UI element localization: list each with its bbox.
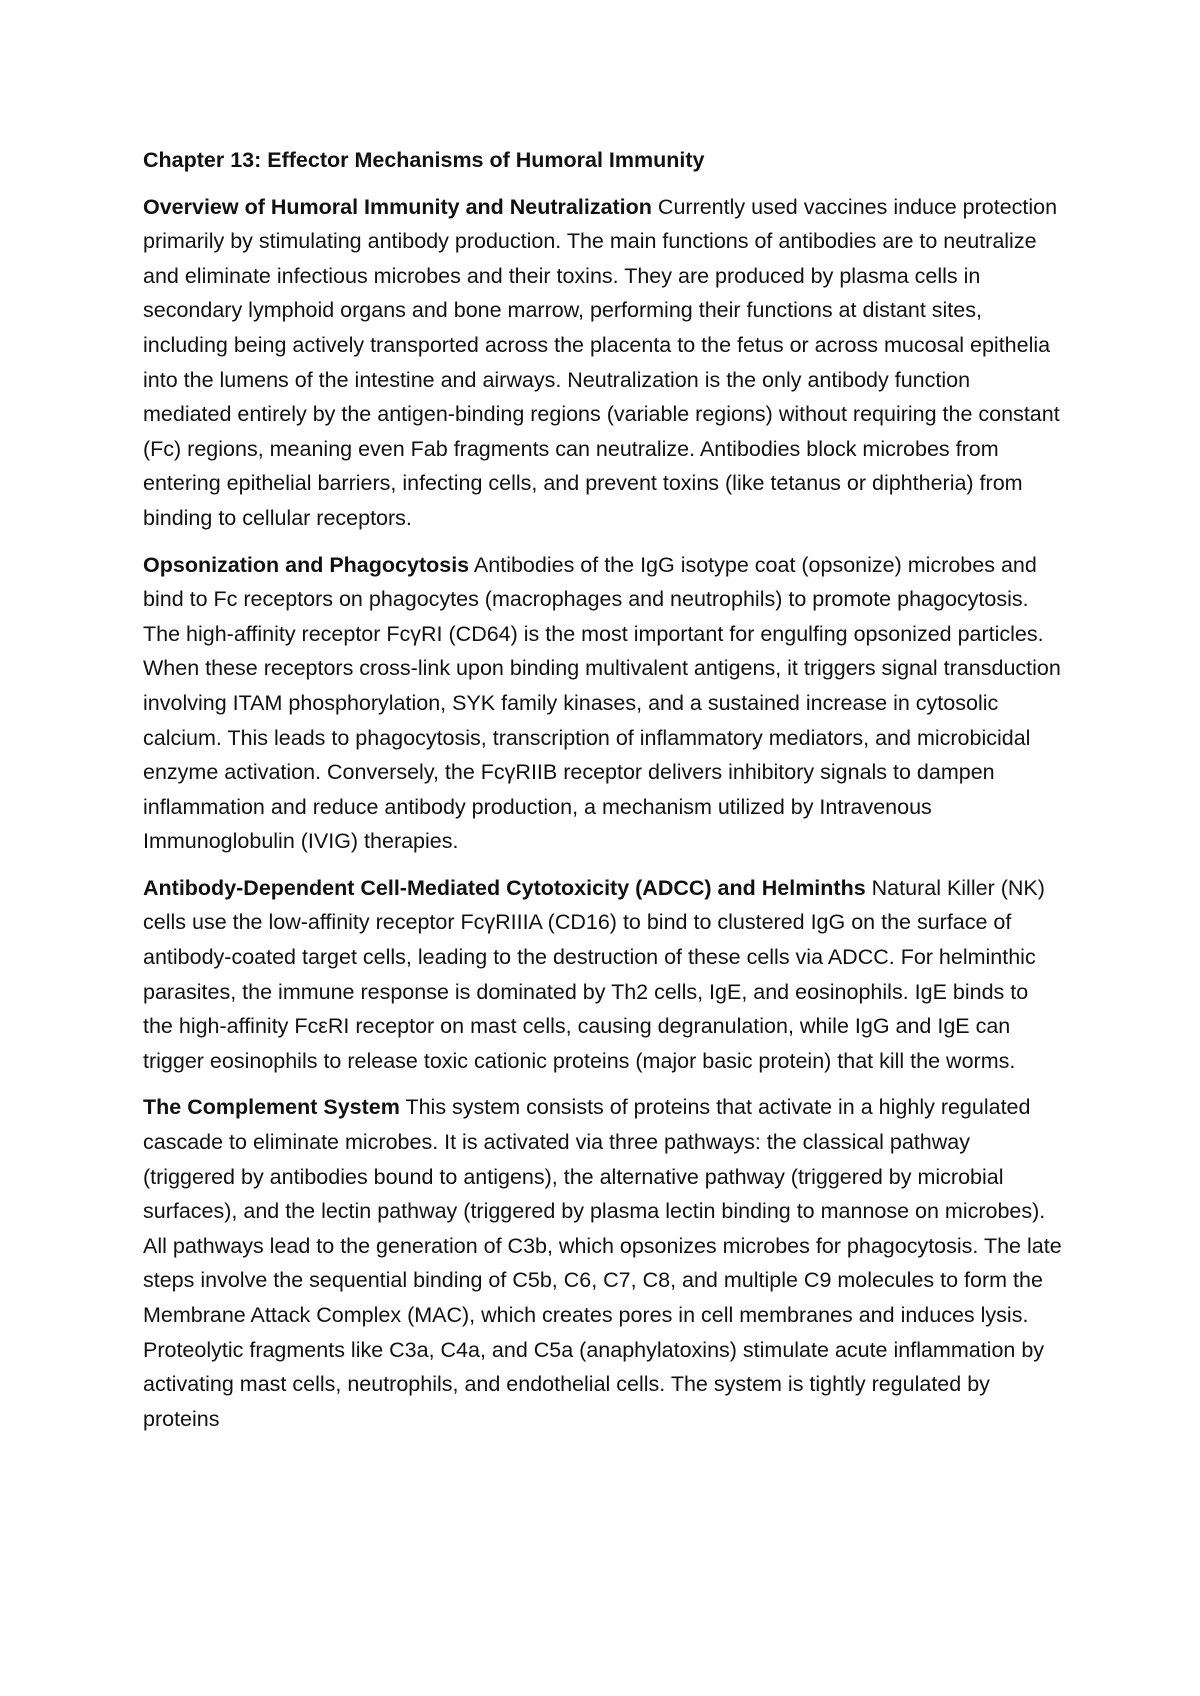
section-body: Currently used vaccines induce protection primarily by stimulating antibody production. The main functions of antibodies are to neutralize and eliminate infectious microbes and their toxins. They are produced by plasma cells in secondary lymphoid organs and bone marrow, performing their functions at distant sites, including being actively transported across the placenta to the fetus or across mucosal epithelia into the lumens of the intestine and airways. Neutralization is the only antibody function mediated entirely by the antigen-binding regions (variable regions) without requiring the constant (Fc) regions, meaning even Fab fragments can neutralize. Antibodies block microbes from entering epithelial barriers, infecting cells, and prevent toxins (like tetanus or diphtheria) from binding to cellular receptors. (143, 194, 1060, 530)
chapter-title: Chapter 13: Effector Mechanisms of Humoral Immunity (143, 148, 705, 172)
section-body: This system consists of proteins that activate in a highly regulated cascade to eliminate microbes. It is activated via three pathways: the classical pathway (triggered by antibodies bound to antigens), the alternative pathway (triggered by microbial surfaces), and the lectin pathway (triggered by plasma lectin binding to mannose on microbes). All pathways lead to the generation of C3b, which opsonizes microbes for phagocytosis. The late steps involve the sequential binding of C5b, C6, C7, C8, and multiple C9 molecules to form the Membrane Attack Complex (MAC), which creates pores in cell membranes and induces lysis. Proteolytic fragments like C3a, C4a, and C5a (anaphylatoxins) stimulate acute inflammation by activating mast cells, neutrophils, and endothelial cells. The system is tightly regulated by proteins (143, 1095, 1062, 1431)
section-body: Antibodies of the IgG isotype coat (opsonize) microbes and bind to Fc receptors on phagocytes (macrophages and neutrophils) to promote phagocytosis. The high-affinity receptor FcγRI (CD64) is the most important for engulfing opsonized particles. When these receptors cross-link upon binding multivalent antigens, it triggers signal transduction involving ITAM phosphorylation, SYK family kinases, and a sustained increase in cytosolic calcium. This leads to phagocytosis, transcription of inflammatory mediators, and microbicidal enzyme activation. Conversely, the FcγRIIB receptor delivers inhibitory signals to dampen inflammation and reduce antibody production, a mechanism utilized by Intravenous Immunoglobulin (IVIG) therapies. (143, 552, 1061, 854)
section-heading: Opsonization and Phagocytosis (143, 552, 470, 577)
section-adcc (143, 871, 1063, 1079)
section-complement (143, 1090, 1063, 1436)
section-body: Natural Killer (NK) cells use the low-affinity receptor FcγRIIIA (CD16) to bind to clustered IgG on the surface of antibody-coated target cells, leading to the destruction of these cells via ADCC. For helminthic parasites, the immune response is dominated by Th2 cells, IgE, and eosinophils. IgE binds to the high-affinity FcεRI receptor on mast cells, causing degranulation, while IgG and IgE can trigger eosinophils to release toxic cationic proteins (major basic protein) that kill the worms. (143, 875, 1045, 1073)
section-heading: Overview of Humoral Immunity and Neutralization (143, 194, 652, 219)
section-heading: The Complement System (143, 1095, 400, 1120)
document-body (143, 143, 1063, 1448)
section-opsonization (143, 548, 1063, 859)
section-neutralization (143, 190, 1063, 536)
section-heading: Antibody-Dependent Cell-Mediated Cytotoxicity (ADCC) and Helminths (143, 875, 866, 900)
